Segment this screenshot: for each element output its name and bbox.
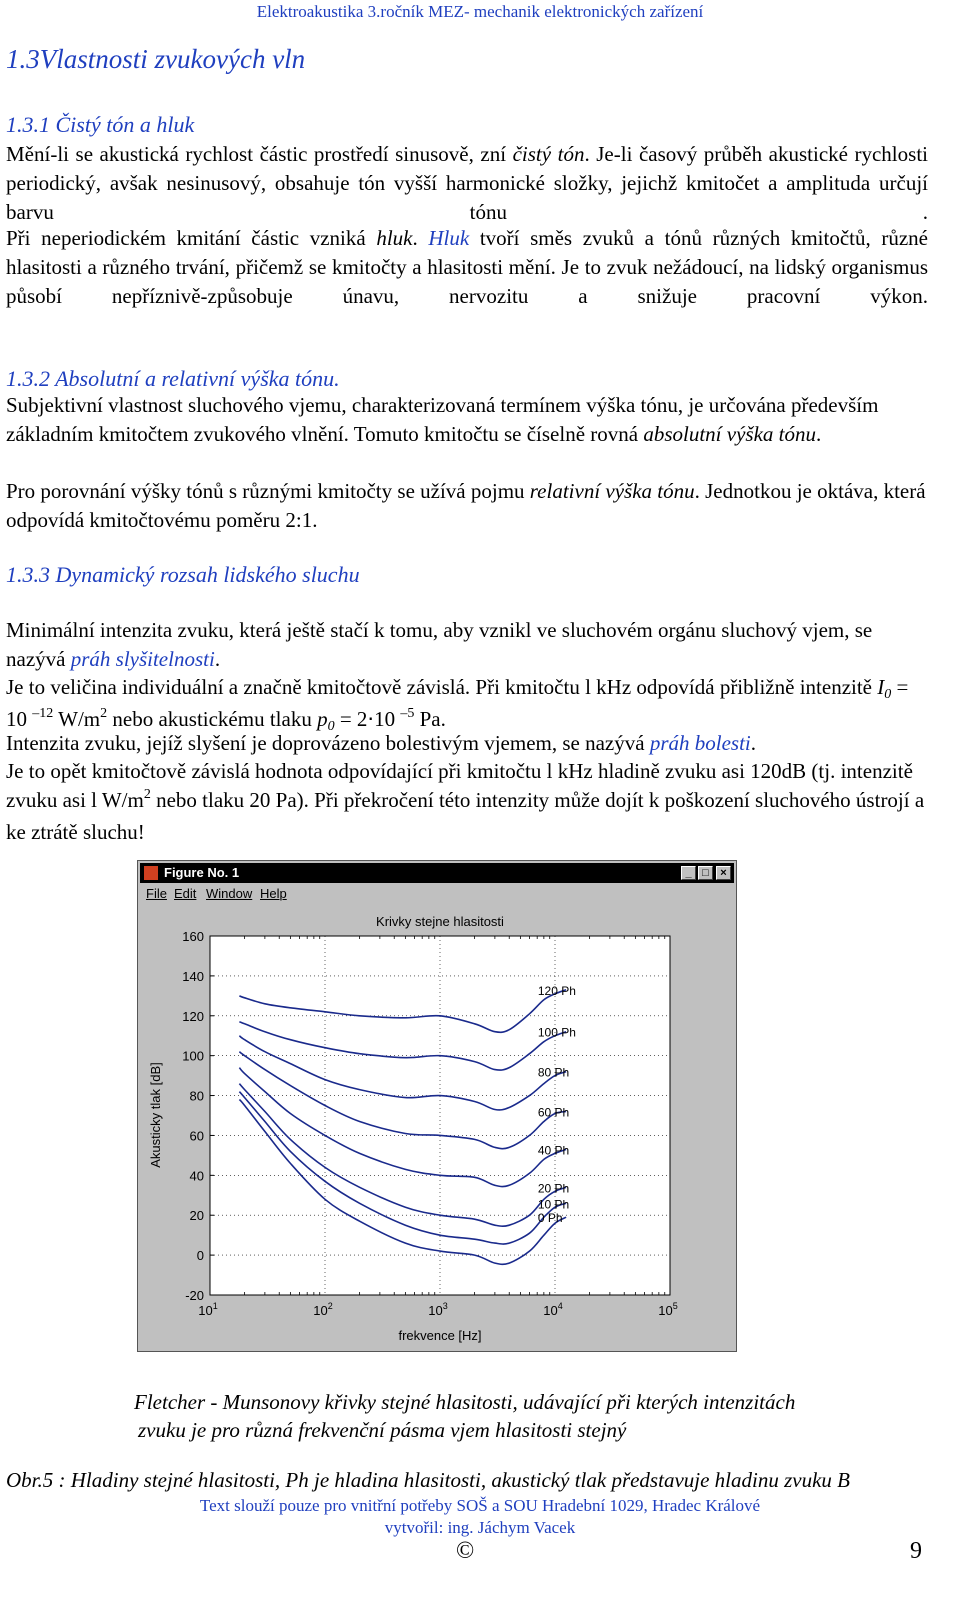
x-tick-label: $10^3$: [428, 1301, 448, 1318]
series-label: 40 Ph: [537, 1143, 570, 1158]
matlab-app-icon: [144, 866, 158, 880]
paragraph-absolute-pitch: Subjektivní vlastnost sluchového vjemu, charakterizovaná termínem výška tónu, je určována především základním kmitočtem zvukového vlnění. Tomuto kmitočtu se číselně rovná absolutní výška tónu.: [6, 393, 879, 447]
paragraph-noise: Při neperiodickém kmitání částic vzniká hluk. Hluk tvoří směs zvuků a tónů různých kmitočtů, různé hlasitosti a různého trvání, přičemž se kmitočty a hlasitosti mění. Je to zvuk nežádoucí, na lidský organismus působí nepříznivě-způsobuje únavu, nervozitu a snižuje pracovní výkon.: [6, 226, 928, 309]
paragraph-threshold-values: Je to veličina individuální a značně kmitočtově závislá. Při kmitočtu l kHz odpovídá přibližně intenzitě $I_0 = 10$ $^{-12}$ $W/m^2$ nebo akustickému tlaku $p_0 = 2\cdot 10$ $^{-5}$ Pa.: [6, 675, 909, 735]
paragraph-relative-pitch: Pro porovnání výšky tónů s různými kmitočty se užívá pojmu relativní výška tónu. Jednotkou je oktáva, která odpovídá kmitočtovému poměru 2:1.: [6, 479, 926, 533]
chart-title: Krivky stejne hlasitosti: [376, 914, 504, 929]
section-heading: [6, 44, 305, 75]
footer-notice: Text slouží pouze pro vnitřní potřeby SOŠ a SOU Hradební 1029, Hradec Králové: [199, 1496, 761, 1515]
series-label: 10 Ph: [537, 1197, 570, 1212]
y-tick-label: 100: [182, 1048, 204, 1064]
x-tick-labels: [198, 1301, 677, 1318]
menu-help[interactable]: Help: [260, 886, 287, 901]
minimize-button[interactable]: _: [681, 866, 696, 880]
paragraph-pure-tone: Mění-li se akustická rychlost částic prostředí sinusově, zní čistý tón. Je-li časový průběh akustické rychlosti periodický, avšak nesinusový, obsahuje tón vyšší harmonické složky, jejichž kmitočet a amplituda určují barvu tónu .: [6, 142, 928, 225]
y-tick-label: 20: [189, 1208, 204, 1224]
paragraph-hearing-threshold: Minimální intenzita zvuku, která ještě stačí k tomu, aby vznikl ve sluchovém orgánu sluchový vjem, se nazývá práh slyšitelnosti.: [6, 618, 873, 672]
y-axis-label: Akusticky tlak [dB]: [148, 1062, 163, 1168]
y-tick-label: 60: [189, 1128, 204, 1144]
y-tick-label: 40: [189, 1168, 204, 1184]
footer-author: vytvořil: ing. Jáchym Vacek: [384, 1518, 576, 1537]
figure-title: Figure No. 1: [164, 865, 240, 880]
series-label: 100 Ph: [537, 1025, 576, 1040]
subsection-heading-131: 1.3.1 Čistý tón a hluk: [6, 112, 195, 137]
copyright-symbol: ©: [456, 1538, 475, 1564]
running-header: Elektroakustika 3.ročník MEZ- mechanik elektronických zařízení: [256, 2, 704, 21]
series-label: 60 Ph: [537, 1105, 570, 1120]
x-tick-label: $10^5$: [658, 1301, 678, 1318]
figure-titlebar: [140, 863, 734, 883]
plot-area: [210, 936, 670, 1295]
menu-edit[interactable]: Edit: [174, 886, 197, 901]
series-label: 0 Ph: [537, 1211, 563, 1226]
figure-window: [137, 860, 737, 1352]
figure-caption-line1: Fletcher - Munsonovy křivky stejné hlasitosti, udávající při kterých intenzitách: [134, 1390, 796, 1414]
x-tick-label: $10^4$: [543, 1301, 563, 1318]
y-tick-label: 140: [182, 968, 204, 984]
y-tick-label: 160: [182, 929, 204, 944]
series-label: 20 Ph: [537, 1181, 570, 1196]
x-axis-label: frekvence [Hz]: [398, 1328, 482, 1343]
subsection-heading-132: 1.3.2 Absolutní a relativní výška tónu.: [6, 366, 340, 391]
section-title: Vlastnosti zvukových vln: [39, 44, 306, 74]
y-tick-label: 80: [189, 1088, 204, 1104]
section-number: 1.3: [6, 44, 40, 74]
y-tick-labels: [182, 929, 204, 1303]
series-label: 120 Ph: [537, 983, 576, 998]
figure-menubar: [140, 884, 734, 904]
page-number: 9: [910, 1538, 922, 1564]
menu-file[interactable]: File: [146, 886, 167, 901]
equal-loudness-chart: [138, 904, 736, 1351]
y-tick-label: 0: [196, 1248, 204, 1264]
maximize-button[interactable]: □: [698, 866, 713, 880]
paragraph-pain-values: Je to opět kmitočtově závislá hodnota odpovídající při kmitočtu l kHz hladině zvuku asi 120dB (tj. intenzitě zvuku asi l $W/m^2$ nebo tlaku 20 Pa). Při překročení této intenzity může dojít k poškození sluchového ústrojí a ke ztrátě sluchu!: [6, 759, 925, 845]
figure-caption-line2: zvuku je pro různá frekvenční pásma vjem hlasitosti stejný: [138, 1418, 627, 1442]
y-tick-label: -20: [185, 1288, 204, 1303]
paragraph-pain-threshold: Intenzita zvuku, jejíž slyšení je doprovázeno bolestivým vjemem, se nazývá práh bolesti.: [6, 731, 756, 755]
close-button[interactable]: ×: [716, 866, 731, 880]
x-tick-label: $10^1$: [198, 1301, 218, 1318]
y-tick-label: 120: [182, 1008, 204, 1024]
x-tick-label: $10^2$: [313, 1301, 333, 1318]
menu-window[interactable]: Window: [206, 886, 253, 901]
figure-caption-obr5: Obr.5 : Hladiny stejné hlasitosti, Ph je hladina hlasitosti, akustický tlak představuje hladinu zvuku B: [6, 1468, 850, 1492]
subsection-heading-133: 1.3.3 Dynamický rozsah lidského sluchu: [6, 562, 360, 587]
series-label: 80 Ph: [537, 1065, 570, 1080]
